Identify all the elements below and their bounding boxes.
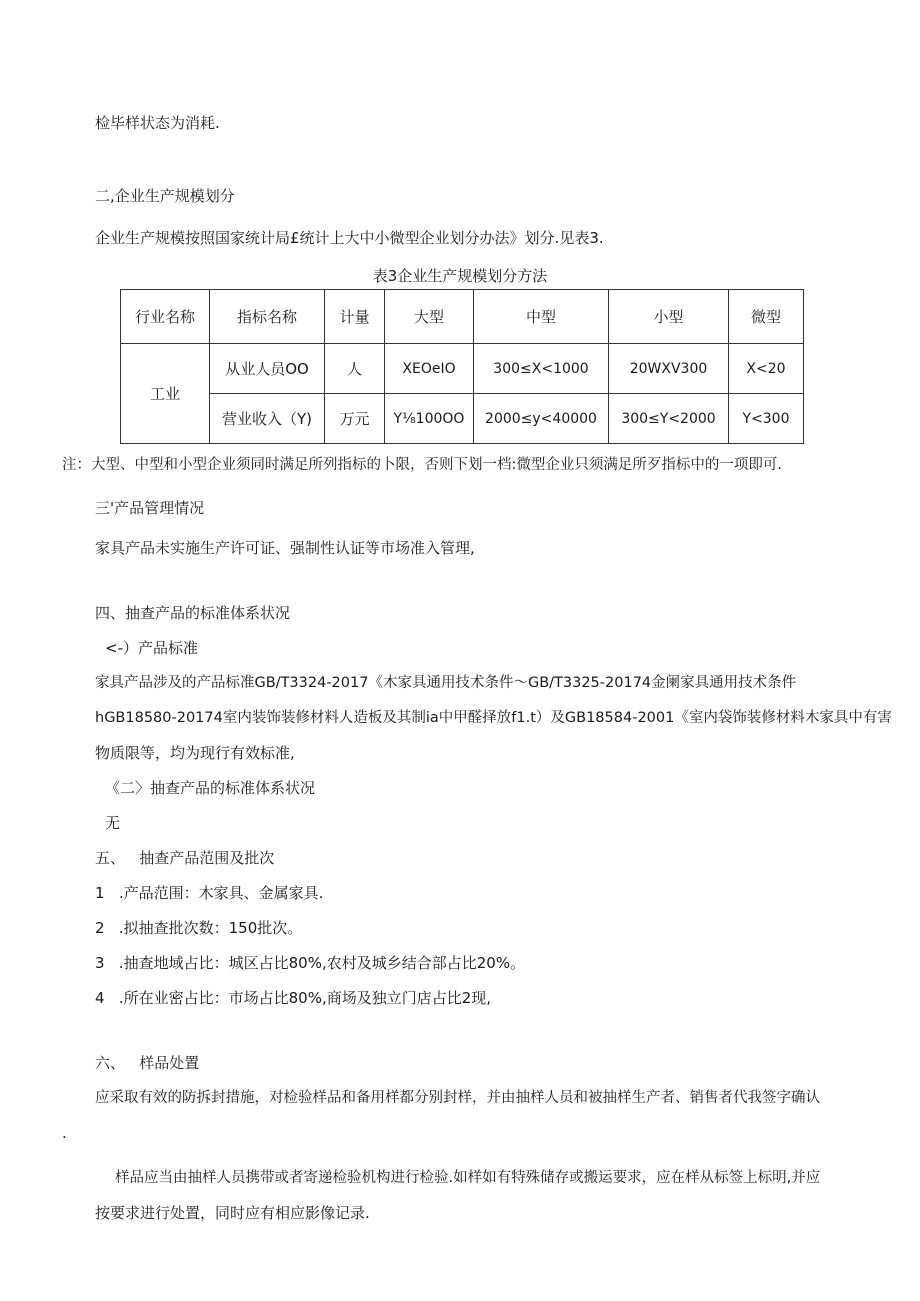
table-cell-industry: 工业 (121, 344, 210, 444)
table-header-cell: 微型 (729, 290, 804, 344)
section-heading-6: 六、 样品处置 (95, 1054, 200, 1072)
subheading-product-standards: <-）产品标准 (105, 639, 198, 657)
table-header-cell: 指标名称 (210, 290, 325, 344)
table-cell: 人 (325, 344, 385, 394)
section-heading-3: 三'产品管理情况 (95, 499, 205, 517)
table-cell: 300≤X<1000 (474, 344, 609, 394)
table-cell: 2000≤y<40000 (474, 394, 609, 444)
list-item: 1 .产品范围：木家具、金属家具. (95, 884, 324, 902)
table-header-cell: 计量 (325, 290, 385, 344)
paragraph-standards-line3: 物质限等，均为现行有效标准, (95, 744, 295, 762)
section-heading-4: 四、抽查产品的标准体系状况 (95, 604, 291, 622)
table-cell: Y<300 (729, 394, 804, 444)
enterprise-scale-table (120, 289, 804, 444)
section-heading-2: 二,企业生产规模划分 (95, 187, 235, 205)
table-header-cell: 小型 (609, 290, 729, 344)
paragraph-market-access: 家具产品未实施生产许可证、强制性认证等市场准入管理, (95, 539, 475, 557)
list-item: 2 .拟抽查批次数：150批次。 (95, 919, 303, 937)
table-row (121, 344, 804, 394)
paragraph-none: 无 (105, 814, 121, 832)
paragraph-transport-line2: 按要求进行处置，同时应有相应影像记录. (95, 1204, 370, 1222)
paragraph-sample-status: 检毕样状态为消耗. (95, 114, 220, 132)
table-header-cell: 大型 (385, 290, 474, 344)
table-header-row (121, 290, 804, 344)
paragraph-standards-line2: hGB18580-20174室内装饰装修材料人造板及其制ia中甲醛择放f1.t）及GB18584-2001《室内袋饰装修材料木家具中有害 (95, 710, 892, 726)
table-cell: Y⅛100OO (385, 394, 474, 444)
table-cell: XEOeIO (385, 344, 474, 394)
table-header-cell: 行业名称 (121, 290, 210, 344)
paragraph-scale-basis: 企业生产规模按照国家统计局£统计上大中小微型企业划分办法》划分.见表3. (95, 229, 604, 247)
paragraph-sealing-line2: . (62, 1124, 67, 1142)
table-row (121, 394, 804, 444)
section-heading-5: 五、 抽查产品范围及批次 (95, 849, 275, 867)
table-header-cell: 中型 (474, 290, 609, 344)
paragraph-sealing-line1: 应采取有效的防拆封措施，对检验样品和备用样都分别封样，并由抽样人员和被抽样生产者、销售者代我签字确认 (95, 1090, 820, 1106)
table-cell: X<20 (729, 344, 804, 394)
table-cell: 300≤Y<2000 (609, 394, 729, 444)
table-caption: 表3企业生产规模划分方法 (372, 267, 548, 285)
table-note: 注：大型、中型和小型企业须同时满足所列指标的卜限，否则下划一档:微型企业只须满足所歹指标中的一项即可. (62, 457, 782, 473)
table-cell: 从业人员OO (210, 344, 325, 394)
table-cell: 营业收入（Y) (210, 394, 325, 444)
list-item: 4 .所在业密占比：市场占比80%,商场及独立门店占比2现, (95, 989, 492, 1007)
paragraph-standards-line1: 家具产品涉及的产品标准GB/T3324-2017《木家具通用技术条件〜GB/T3325-20174金阑家具通用技术条件 (95, 675, 797, 691)
paragraph-transport-line1: 样品应当由抽样人员携带或者寄递检验机构进行检验.如样如有特殊储存或搬运要求，应在样从标签上标明,并应 (115, 1170, 821, 1186)
list-item: 3 .抽查地域占比：城区占比80%,农村及城乡结合部占比20%。 (95, 954, 526, 972)
table-cell: 万元 (325, 394, 385, 444)
subheading-standard-system: 《二〉抽查产品的标准体系状况 (105, 779, 316, 797)
table-cell: 20WXV300 (609, 344, 729, 394)
